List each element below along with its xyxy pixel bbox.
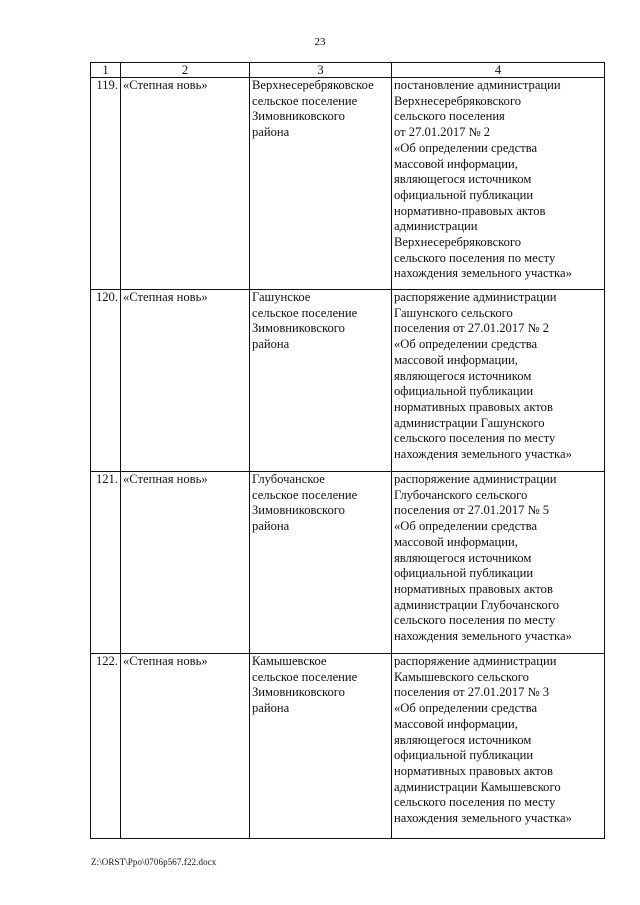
publication-name: «Степная новь» — [121, 654, 250, 839]
settlement-name: Верхнесеребряковское сельское поселение Зимовниковского района — [250, 78, 392, 290]
column-header: 4 — [392, 63, 605, 78]
column-header: 1 — [91, 63, 121, 78]
file-path-footer: Z:\ORST\Ppo\0706p567.f22.docx — [91, 857, 217, 867]
publication-name: «Степная новь» — [121, 78, 250, 290]
column-header: 2 — [121, 63, 250, 78]
table-row — [91, 290, 605, 472]
legal-document: постановление администрации Верхнесеребряковского сельского поселения от 27.01.2017 № 2 «Об определении средства массовой информации, являющегося источником официальной публикации нормативно-правовых актов администрации Верхнесеребряковского сельского поселения по месту нахождения земельного участка» — [392, 78, 605, 290]
settlement-name: Глубочанское сельское поселение Зимовниковского района — [250, 472, 392, 654]
settlement-name: Камышевское сельское поселение Зимовниковского района — [250, 654, 392, 839]
table-row — [91, 78, 605, 290]
legal-document: распоряжение администрации Гашунского сельского поселения от 27.01.2017 № 2 «Об определении средства массовой информации, являющегося источником официальной публикации нормативных правовых актов администрации Гашунского сельского поселения по месту нахождения земельного участка» — [392, 290, 605, 472]
publication-name: «Степная новь» — [121, 472, 250, 654]
row-number: 120. — [91, 290, 121, 472]
column-header: 3 — [250, 63, 392, 78]
table-row — [91, 472, 605, 654]
legal-document: распоряжение администрации Камышевского сельского поселения от 27.01.2017 № 3 «Об определении средства массовой информации, являющегося источником официальной публикации нормативных правовых актов администрации Камышевского сельского поселения по месту нахождения земельного участка» — [392, 654, 605, 839]
publication-name: «Степная новь» — [121, 290, 250, 472]
row-number: 122. — [91, 654, 121, 839]
row-number: 119. — [91, 78, 121, 290]
publication-table — [90, 62, 605, 839]
table-header-row — [91, 63, 605, 78]
row-number: 121. — [91, 472, 121, 654]
table-row — [91, 654, 605, 839]
legal-document: распоряжение администрации Глубочанского сельского поселения от 27.01.2017 № 5 «Об определении средства массовой информации, являющегося источником официальной публикации нормативных правовых актов администрации Глубочанского сельского поселения по месту нахождения земельного участка» — [392, 472, 605, 654]
page-number: 23 — [314, 36, 326, 48]
settlement-name: Гашунское сельское поселение Зимовниковского района — [250, 290, 392, 472]
